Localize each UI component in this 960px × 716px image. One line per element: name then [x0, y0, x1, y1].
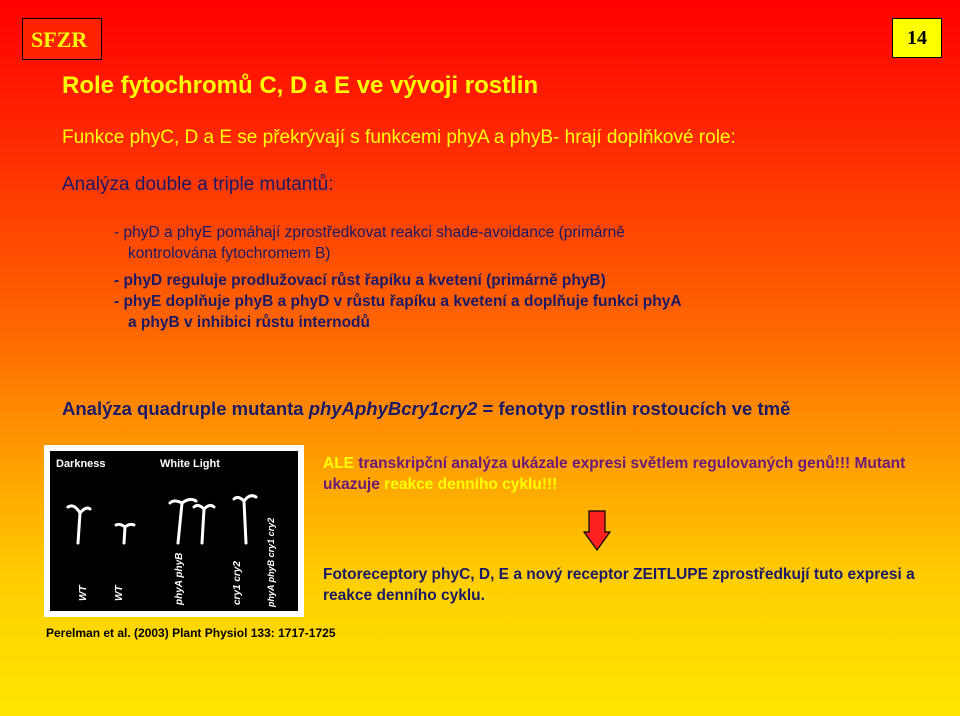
seedling-cry12: [202, 509, 204, 543]
seedling-wt-light: [124, 527, 125, 543]
analysis-pre: Analýza quadruple mutanta: [62, 398, 309, 419]
ale-body: transkripční analýza ukázale expresi světlem regulovaných genů!!! Mutant ukazuje: [323, 455, 906, 493]
bullet-group-2: [114, 270, 834, 333]
label-wt-2: WT: [114, 585, 125, 601]
seedling-quad-leaf: [244, 496, 256, 501]
seedling-phyab-leaves: [170, 499, 196, 503]
bullet-group-1: [114, 222, 834, 264]
genotype-italic: phyAphyBcry1cry2: [308, 398, 478, 419]
subtitle-analysis: Analýza double a triple mutantů:: [62, 174, 334, 195]
seedling-quad: [234, 497, 246, 543]
quadruple-analysis: [62, 398, 790, 420]
slide-title: Role fytochromů C, D a E ve vývoji rostlin: [62, 72, 539, 99]
label-white-light: White Light: [160, 458, 220, 470]
bullet-line: kontrolována fytochromem B): [128, 245, 331, 262]
bullet-line: a phyB v inhibici růstu internodů: [128, 314, 370, 331]
bullet-line: - phyD reguluje prodlužovací růst řapíku a kvetení (primárně phyB): [114, 272, 606, 289]
conclusion: Fotoreceptory phyC, D, E a nový receptor ZEITLUPE zprostředkují tuto expresi a reakce denního cyklu.: [323, 566, 915, 604]
bullet-line: - phyD a phyE pomáhají zprostředkovat reakci shade-avoidance (primárně: [114, 224, 625, 241]
seedling-wt-dark: [68, 506, 80, 543]
label-cry12: cry1 cry2: [232, 561, 243, 605]
ale-statement: [323, 453, 923, 495]
label-phyab: phyA phyB: [174, 552, 185, 605]
slide-number: 14: [892, 18, 942, 58]
seedling-phyab: [178, 503, 182, 543]
sfzr-badge: SFZR: [22, 18, 102, 60]
seedling-photo: [44, 445, 304, 617]
down-arrow-icon: [583, 510, 611, 552]
label-darkness: Darkness: [56, 458, 106, 470]
ale-word: ALE: [323, 455, 354, 472]
analysis-post: = fenotyp rostlin rostoucích ve tmě: [477, 398, 791, 419]
ale-highlight: reakce denního cyklu!!!: [384, 476, 558, 493]
seedling-cry12-leaves: [194, 505, 214, 509]
seedling-wt-dark-leaf: [80, 508, 90, 513]
label-wt-1: WT: [78, 585, 89, 601]
label-quad: phyA phyB cry1 cry2: [266, 517, 276, 607]
subtitle-functions: Funkce phyC, D a E se překrývají s funkcemi phyA a phyB- hrají doplňkové role:: [62, 127, 736, 148]
bullet-line: - phyE doplňuje phyB a phyD v růstu řapíku a kvetení a doplňuje funkci phyA: [114, 293, 682, 310]
seedling-wt-light-leaves: [116, 524, 134, 527]
citation: Perelman et al. (2003) Plant Physiol 133: 1717-1725: [46, 626, 336, 640]
seedling-figure: [50, 451, 298, 611]
